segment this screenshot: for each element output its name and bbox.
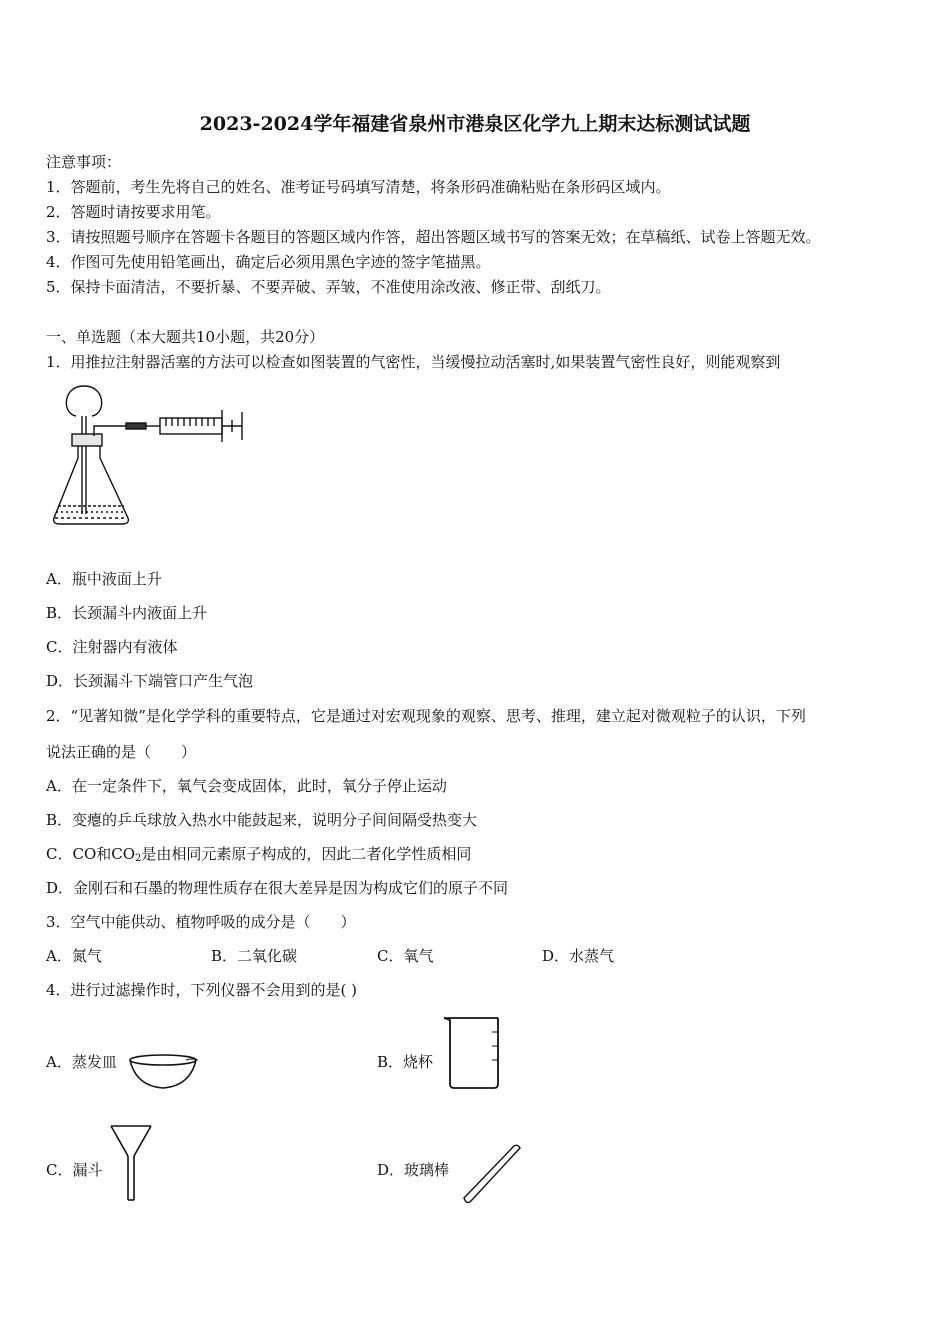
- q1-option-b: B．长颈漏斗内液面上升: [46, 604, 208, 622]
- q1-option-d: D．长颈漏斗下端管口产生气泡: [46, 672, 254, 690]
- q3-option-c: C．氧气: [377, 947, 434, 965]
- question-2-stem-line2: 说法正确的是（ ）: [46, 743, 197, 761]
- q2-option-d: D．金刚石和石墨的物理性质存在很大差异是因为构成它们的原子不同: [46, 879, 509, 897]
- q1-option-a: A．瓶中液面上升: [46, 570, 162, 588]
- q2-option-c-prefix: C．CO和CO: [46, 845, 136, 863]
- q2-option-b: B．变瘪的乒乓球放入热水中能鼓起来，说明分子间间隔受热变大: [46, 811, 478, 829]
- q2-option-c: [46, 844, 471, 869]
- glass-rod-icon: [460, 1140, 524, 1206]
- q3-option-d: D．水蒸气: [542, 947, 615, 965]
- airtightness-apparatus-figure: [46, 382, 251, 534]
- q4-option-a: A．蒸发皿: [46, 1053, 117, 1071]
- q4-option-b: B．烧杯: [377, 1053, 434, 1071]
- question-4-stem: 4．进行过滤操作时，下列仪器不会用到的是( ): [46, 981, 358, 999]
- note-item: 3．请按照题号顺序在答题卡各题目的答题区域内作答，超出答题区域书写的答案无效；在草稿纸、试卷上答题无效。: [46, 228, 821, 246]
- q2-option-a: A．在一定条件下，氧气会变成固体，此时，氧分子停止运动: [46, 777, 447, 795]
- question-2-stem-line1: 2．“见著知微”是化学学科的重要特点，它是通过对宏观现象的观察、思考、推理，建立起对微观粒子的认识，下列: [46, 707, 806, 725]
- evaporating-dish-icon: [126, 1048, 200, 1096]
- question-3-stem: 3．空气中能供动、植物呼吸的成分是（ ）: [46, 913, 356, 931]
- note-item: 4．作图可先使用铅笔画出，确定后必须用黑色字迹的签字笔描黑。: [46, 253, 491, 271]
- page-title: 2023-2024学年福建省泉州市港泉区化学九上期末达标测试试题: [199, 113, 751, 135]
- q2-option-c-suffix: 是由相同元素原子构成的，因此二者化学性质相同: [141, 845, 472, 863]
- question-1-stem: 1．用推拉注射器活塞的方法可以检查如图装置的气密性，当缓慢拉动活塞时,如果装置气密性良好，则能观察到: [46, 353, 781, 371]
- beaker-icon: [440, 1012, 504, 1092]
- note-item: 1．答题前，考生先将自己的姓名、准考证号码填写清楚，将条形码准确粘贴在条形码区域内。: [46, 178, 671, 196]
- q3-option-a: A．氮气: [46, 947, 102, 965]
- q1-option-c: C．注射器内有液体: [46, 638, 178, 656]
- note-item: 2．答题时请按要求用笔。: [46, 203, 221, 221]
- q3-option-b: B．二氧化碳: [211, 947, 298, 965]
- q4-option-d: D．玻璃棒: [377, 1161, 450, 1179]
- notes-heading: 注意事项：: [46, 153, 122, 171]
- q2-option-c-subscript: 2: [135, 853, 142, 864]
- note-item: 5．保持卡面清洁，不要折暴、不要弄破、弄皱，不准使用涂改液、修正带、刮纸刀。: [46, 278, 611, 296]
- q4-option-c: C．漏斗: [46, 1161, 103, 1179]
- funnel-icon: [108, 1122, 154, 1204]
- section-heading: 一、单选题（本大题共10小题，共20分）: [46, 328, 325, 346]
